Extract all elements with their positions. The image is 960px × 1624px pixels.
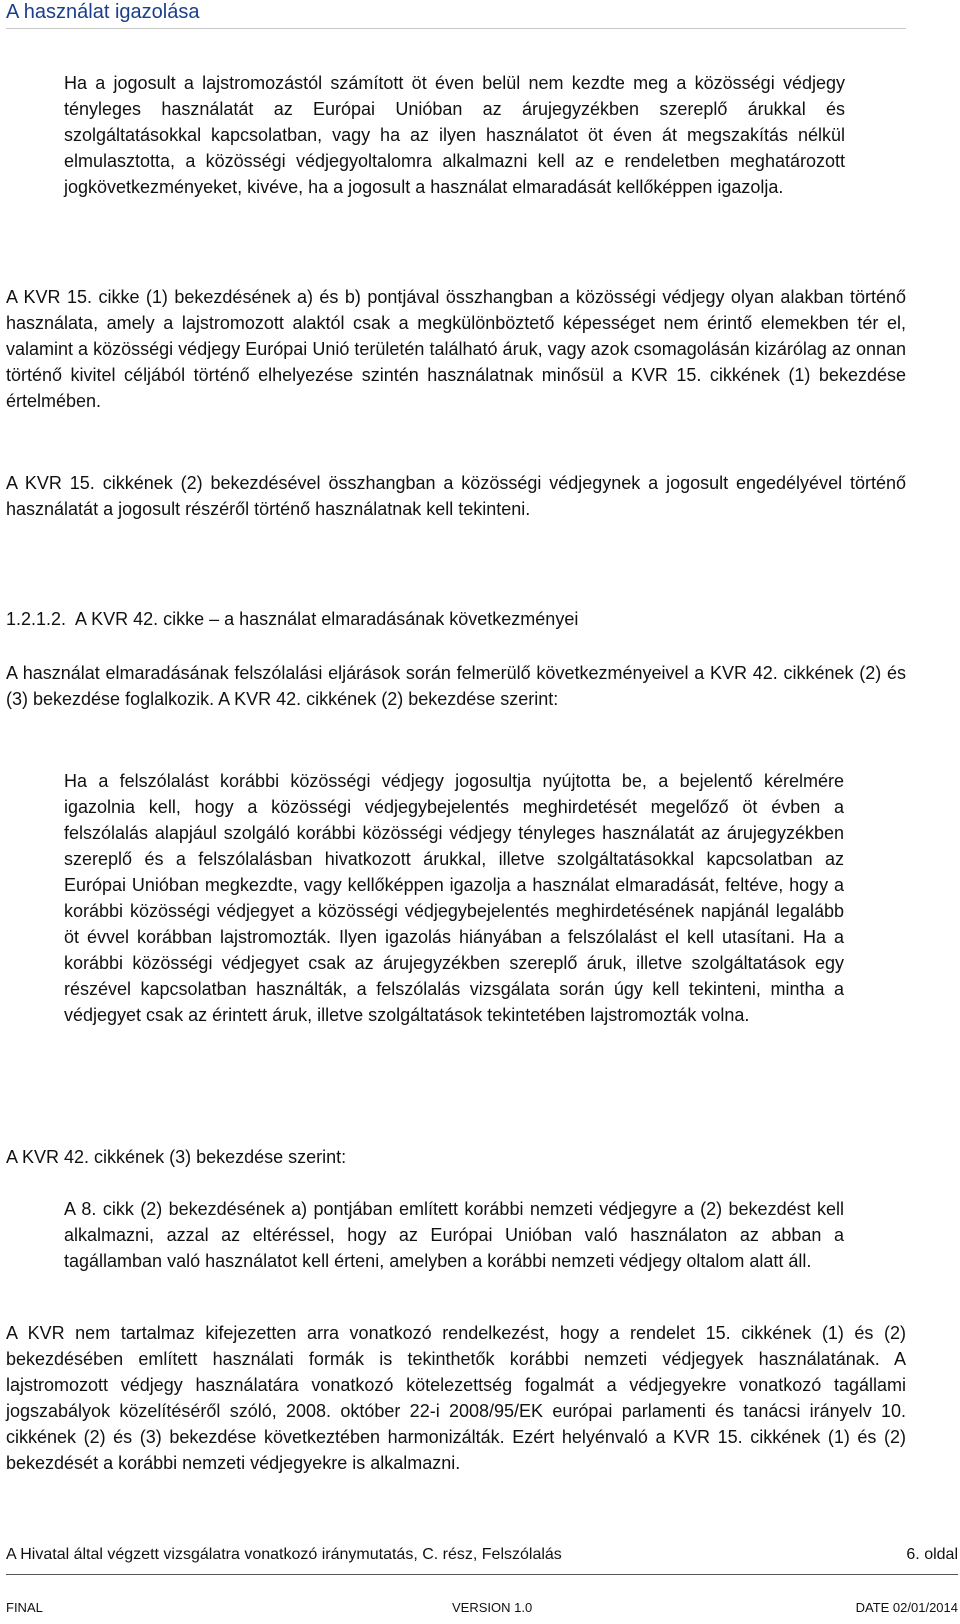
paragraph-text-6: A KVR nem tartalmaz kifejezetten arra vonatkozó rendelkezést, hogy a rendelet 15. cikkének (1) és (2) bekezdésében említett használati formák is tekinthetők korábbi nemzeti védjegyek használatának. A lajstromozott védjegy használatára vonatkozó kötelezettség fogalmát a védjegyekre vonatkozó tagállami jogszabályok közelítéséről szóló, 2008. október 22-i 2008/95/EK európai parlamenti és tanácsi irányelv 10. cikkének (2) és (3) bekezdése következtében harmonizálták. Ezért helyénvaló a KVR 15. cikkének (1) és (2) bekezdését a korábbi nemzeti védjegyekre is alkalmazni. [6, 1323, 906, 1473]
paragraph-text-5: A KVR 42. cikkének (3) bekezdése szerint: [6, 1147, 347, 1167]
section-heading-text: 1.2.1.2. A KVR 42. cikke – a használat elmaradásának következményei [6, 609, 579, 629]
header-title: A használat igazolása [6, 1, 200, 23]
paragraph-text-2: A KVR 15. cikke (1) bekezdésének a) és b) pontjával összhangban a közösségi védjegy olyan alakban történő használata, amely a lajstromozott alaktól csak a megkülönböztető képességet nem érintő elemekben tér el, valamint a közösségi védjegy Európai Unió területén található áruk, vagy azok csomagolásán kizárólag az onnan történő kivitel céljából történő elhelyezése szintén használatnak minősül a KVR 15. cikkének (1) bekezdése értelmében. [6, 287, 906, 411]
paragraph-4 [6, 660, 906, 712]
footer-date: DATE 02/01/2014 [855, 1600, 958, 1615]
paragraph-2 [6, 284, 906, 414]
page-footer [6, 1542, 958, 1575]
quote-text-3: A 8. cikk (2) bekezdésének a) pontjában említett korábbi nemzeti védjegyre a (2) bekezdést kell alkalmazni, azzal az eltéréssel, hogy az Európai Unióban való használaton az abban a tagállamban való használatot kell érteni, amelyben a korábbi nemzeti védjegy oltalom alatt áll. [64, 1199, 844, 1271]
page-footer-meta [6, 1598, 958, 1620]
quote-paragraph-2 [64, 768, 844, 1028]
quote-paragraph-3 [64, 1196, 844, 1274]
page-header [6, 0, 906, 29]
quote-text-1: Ha a jogosult a lajstromozástól számított öt éven belül nem kezdte meg a közösségi védjegy tényleges használatát az Európai Unióban az árujegyzékben szereplő árukkal és szolgáltatásokkal kapcsolatban, vagy ha az ilyen használatot öt éven át megszakítás nélkül elmulasztotta, a közösségi védjegyoltalomra alkalmazni kell az e rendeletben meghatározott jogkövetkezményeket, kivéve, ha a jogosult a használat elmaradását kellőképpen igazolja. [64, 73, 845, 197]
paragraph-5 [6, 1144, 906, 1170]
footer-status: FINAL [6, 1600, 43, 1615]
paragraph-text-3: A KVR 15. cikkének (2) bekezdésével összhangban a közösségi védjegynek a jogosult engedélyével történő használatát a jogosult részéről történő használatnak kell tekinteni. [6, 473, 906, 519]
footer-version: VERSION 1.0 [452, 1600, 533, 1615]
footer-doc-title: A Hivatal által végzett vizsgálatra vonatkozó iránymutatás, C. rész, Felszólalás [6, 1546, 562, 1563]
footer-page-number: 6. oldal [906, 1546, 958, 1563]
quote-paragraph-1 [64, 70, 845, 200]
section-heading [6, 606, 906, 632]
paragraph-6 [6, 1320, 906, 1476]
paragraph-3 [6, 470, 906, 522]
quote-text-2: Ha a felszólalást korábbi közösségi védjegy jogosultja nyújtotta be, a bejelentő kérelmére igazolnia kell, hogy a közösségi védjegybejelentés meghirdetését megelőző öt évben a felszólalás alapjául szolgáló korábbi közösségi védjegy tényleges használatát az árujegyzékben szereplő és a felszólalásban hivatkozott árukkal, illetve szolgáltatásokkal kapcsolatban az Európai Unióban megkezdte, vagy kellőképpen igazolja a használat elmaradását, feltéve, hogy a korábbi közösségi védjegyet a közösségi védjegybejelentés meghirdetésének napjánál legalább öt évvel korábban lajstromozták. Ilyen igazolás hiányában a felszólalást el kell utasítani. Ha a korábbi közösségi védjegyet csak az árujegyzékben szereplő áruk, illetve szolgáltatások egy részével kapcsolatban használták, a felszólalás vizsgálata során úgy kell tekinteni, mintha a védjegyet csak az érintett áruk, illetve szolgáltatások tekintetében lajstromozták volna. [64, 771, 844, 1025]
paragraph-text-4: A használat elmaradásának felszólalási eljárások során felmerülő következményeivel a KVR 42. cikkének (2) és (3) bekezdése foglalkozik. A KVR 42. cikkének (2) bekezdése szerint: [6, 663, 906, 709]
